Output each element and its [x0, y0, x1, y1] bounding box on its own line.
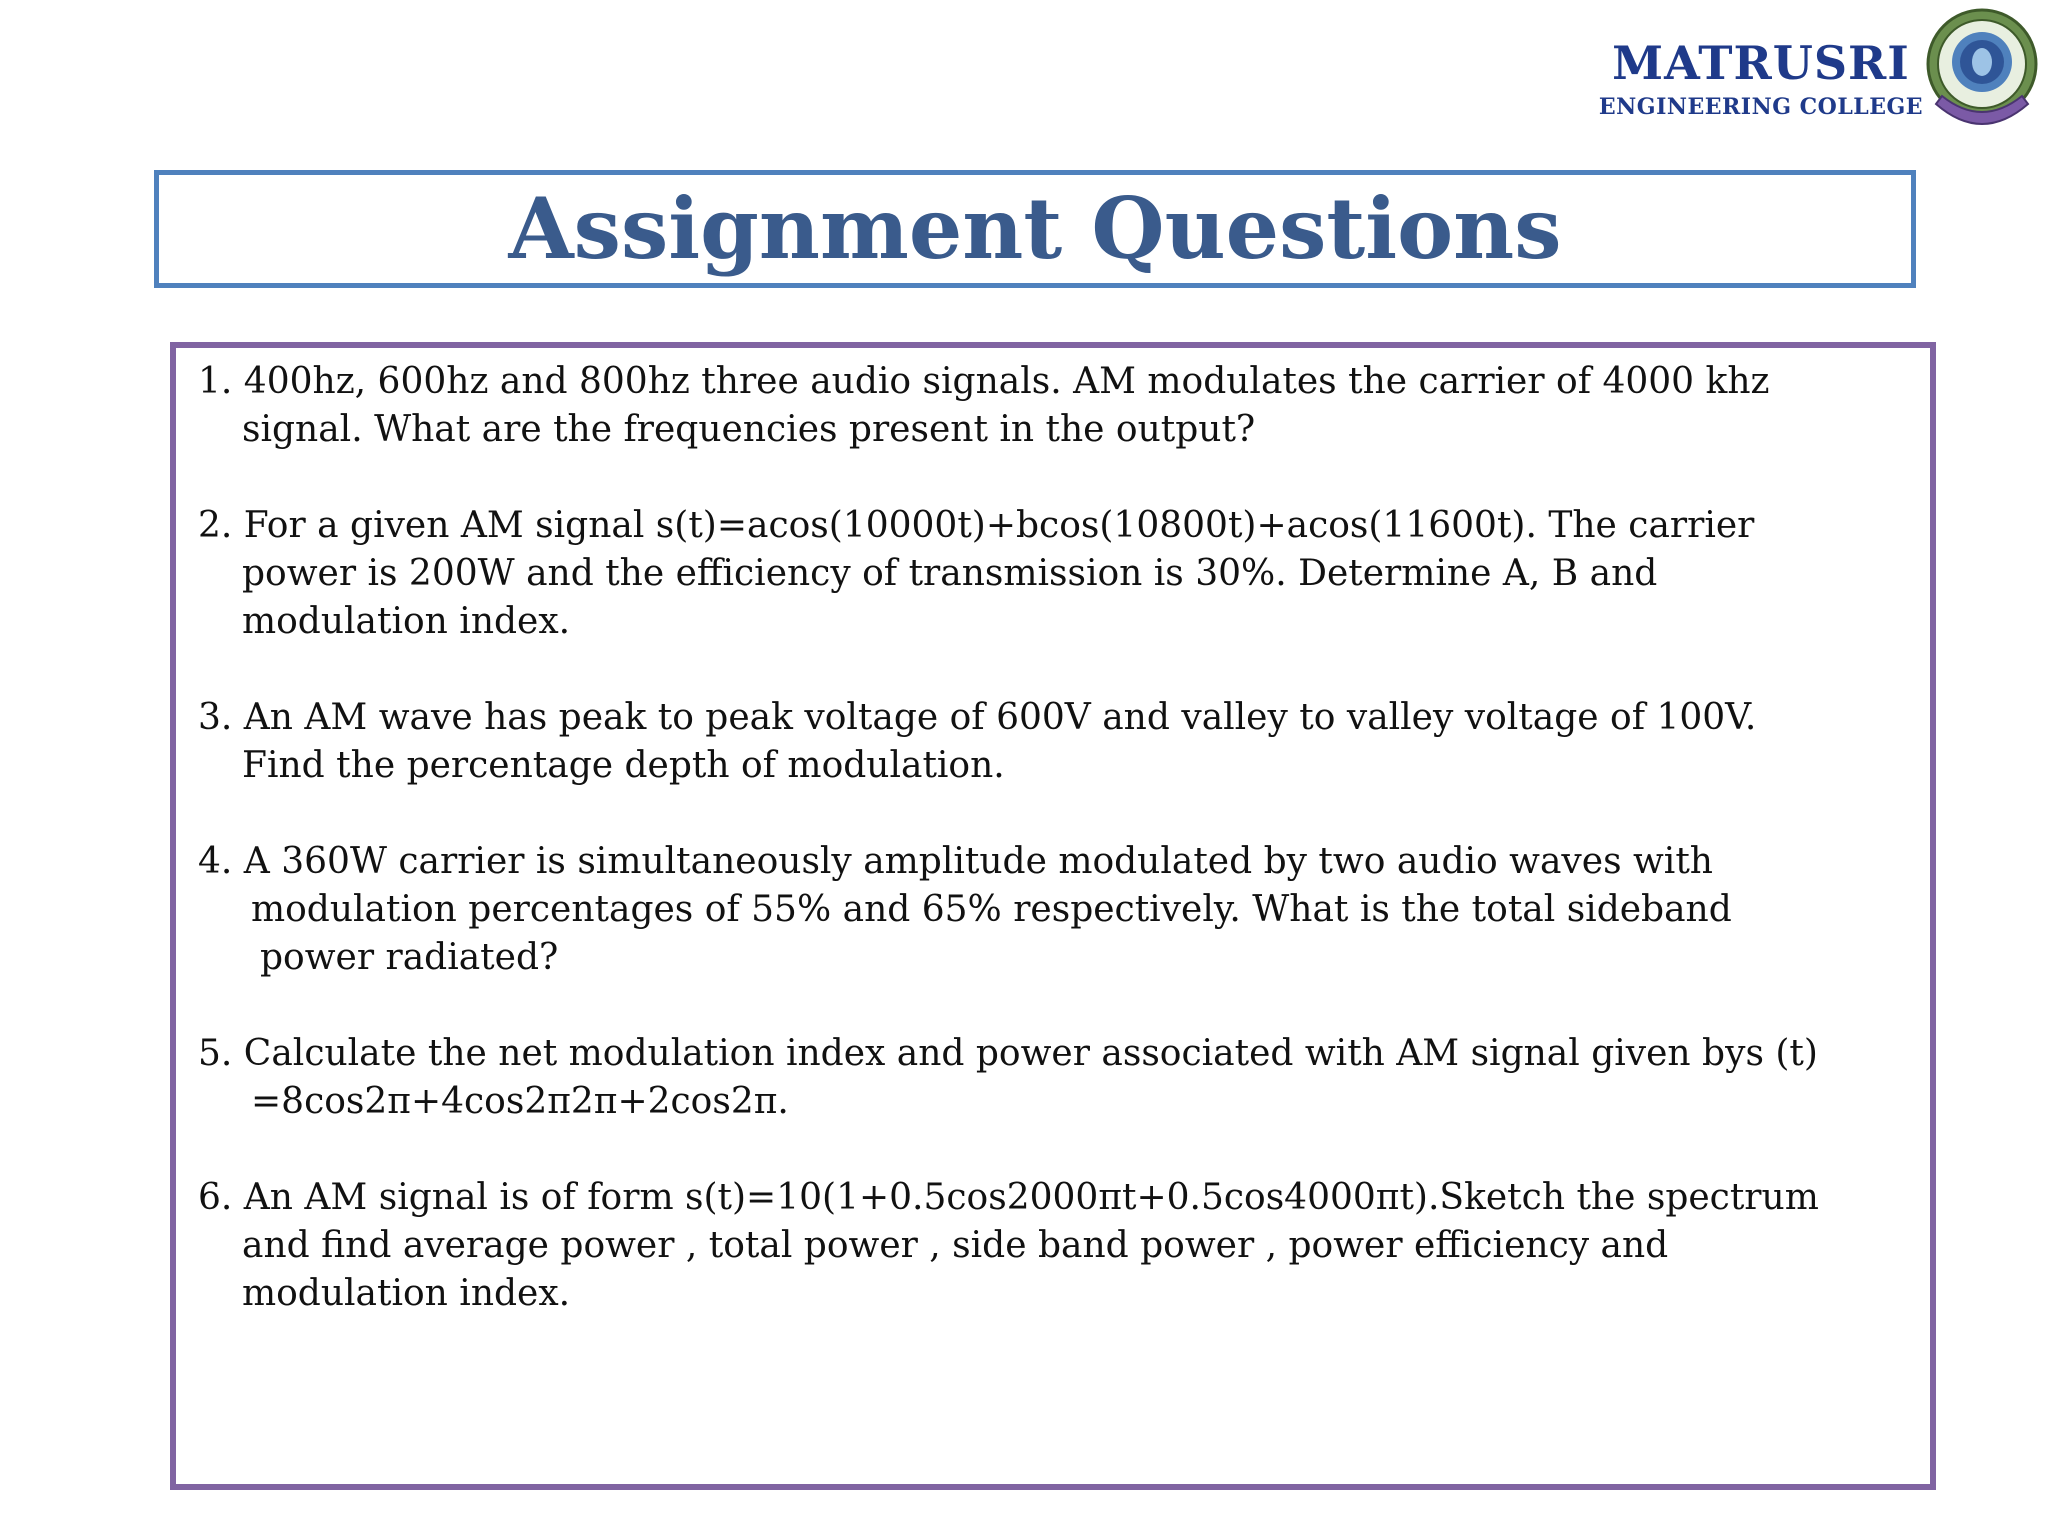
- question-2-line-3: modulation index.: [242, 601, 571, 642]
- question-4-line-2: modulation percentages of 55% and 65% respectively. What is the total sideband: [251, 889, 1732, 930]
- questions-box: [170, 342, 1936, 1490]
- question-4-line-1: 4. A 360W carrier is simultaneously amplitude modulated by two audio waves with: [198, 841, 1713, 882]
- college-name: MATRUSRI: [1612, 36, 1910, 90]
- question-4: [198, 838, 1898, 982]
- question-5-line-2: =8cos2π+4cos2π2π+2cos2π.: [251, 1081, 789, 1122]
- question-3: [198, 694, 1898, 790]
- college-subtitle: ENGINEERING COLLEGE: [1598, 94, 1924, 120]
- question-6: [198, 1174, 1898, 1318]
- question-2-line-2: power is 200W and the efficiency of transmission is 30%. Determine A, B and: [242, 553, 1658, 594]
- question-1-line-1: 1. 400hz, 600hz and 800hz three audio signals. AM modulates the carrier of 4000 khz: [198, 361, 1770, 402]
- question-5: [198, 1030, 1898, 1126]
- question-6-line-3: modulation index.: [242, 1273, 571, 1314]
- college-logo-text: [1596, 34, 1926, 122]
- question-6-line-2: and find average power , total power , side band power , power efficiency and: [242, 1225, 1669, 1266]
- question-5-line-1: 5. Calculate the net modulation index and power associated with AM signal given bys (t): [198, 1033, 1818, 1074]
- questions-list: [198, 358, 1898, 1366]
- question-3-line-2: Find the percentage depth of modulation.: [242, 745, 1005, 786]
- page-title: Assignment Questions: [508, 179, 1562, 278]
- title-box: [154, 170, 1916, 288]
- question-3-line-1: 3. An AM wave has peak to peak voltage of 600V and valley to valley voltage of 100V.: [198, 697, 1757, 738]
- question-2: [198, 502, 1898, 646]
- question-2-line-1: 2. For a given AM signal s(t)=acos(10000t)+bcos(10800t)+acos(11600t). The carrier: [198, 505, 1755, 546]
- college-emblem-icon: [1922, 4, 2042, 142]
- question-6-line-1: 6. An AM signal is of form s(t)=10(1+0.5cos2000πt+0.5cos4000πt).Sketch the spectrum: [198, 1177, 1819, 1218]
- question-4-line-3: power radiated?: [260, 937, 559, 978]
- question-1: [198, 358, 1898, 454]
- question-1-line-2: signal. What are the frequencies present in the output?: [242, 409, 1256, 450]
